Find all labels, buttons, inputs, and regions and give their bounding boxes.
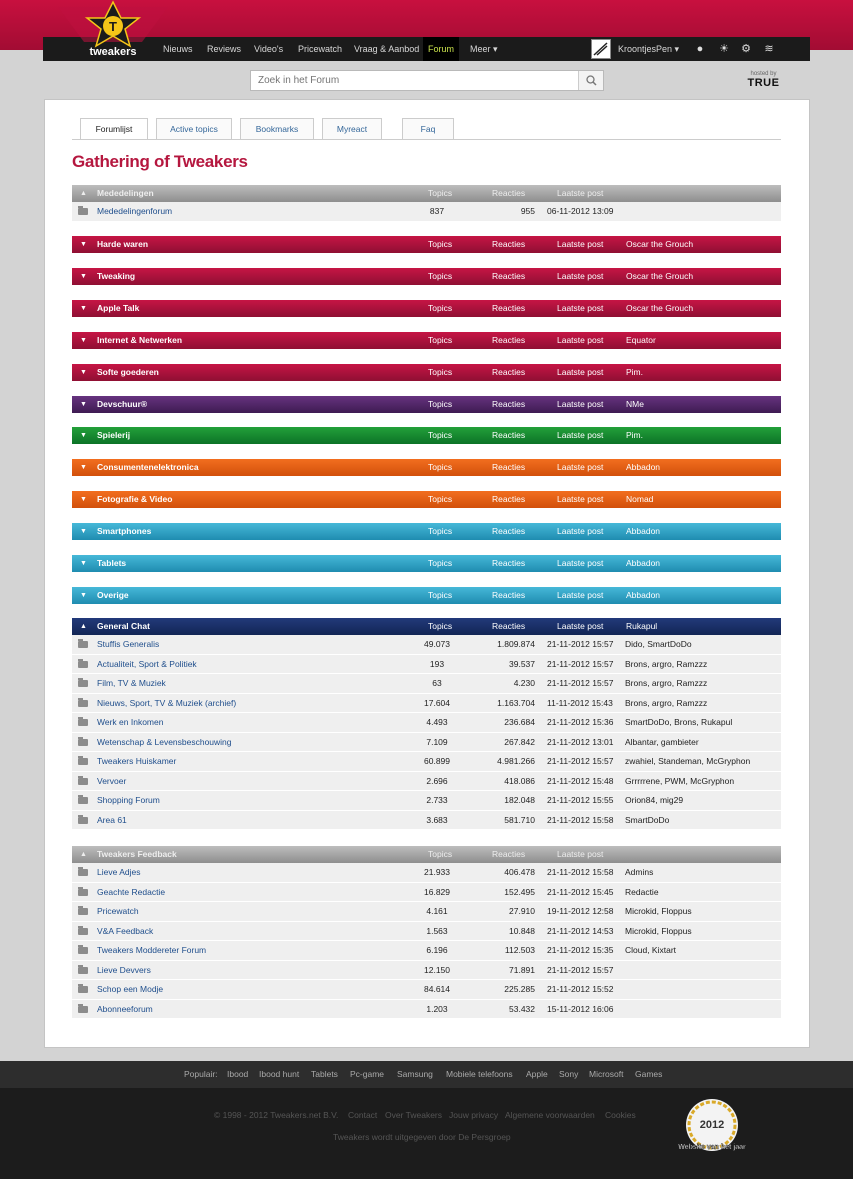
category-header[interactable]	[72, 523, 781, 540]
topics-header: Topics	[428, 335, 453, 345]
collapse-arrow-icon[interactable]: ▼	[80, 592, 87, 599]
brand-text: tweakers	[89, 46, 137, 58]
category-header[interactable]	[72, 587, 781, 604]
search-icon	[579, 71, 604, 90]
forum-row	[72, 202, 781, 222]
last-post-users[interactable]: Microkid, Floppus	[625, 925, 692, 936]
last-post-date[interactable]: 21-11-2012 15:52	[547, 984, 614, 995]
topic-count: 837	[429, 206, 445, 216]
category-header[interactable]	[72, 364, 781, 381]
reacties-header: Reacties	[492, 399, 526, 409]
last-post-date[interactable]: 21-11-2012 15:57	[547, 756, 614, 767]
reactie-count: 39.537	[509, 658, 535, 669]
folder-icon	[78, 661, 88, 668]
forum-link[interactable]: Area 61	[97, 814, 127, 825]
popular-label: Populair:	[184, 1069, 218, 1079]
category-header[interactable]	[72, 618, 781, 635]
category-name[interactable]: General Chat	[97, 621, 150, 631]
forum-row	[72, 811, 781, 831]
reacties-header: Reacties	[492, 335, 526, 345]
category-name[interactable]: Fotografie & Video	[97, 494, 173, 504]
topic-count: 21.933	[424, 867, 450, 877]
collapse-arrow-icon[interactable]: ▲	[80, 623, 87, 630]
last-post-users[interactable]: Cloud, Kixtart	[625, 945, 677, 956]
last-post-users[interactable]: zwahiel, Standeman, McGryphon	[625, 756, 751, 767]
forum-search	[250, 70, 604, 91]
topic-count: 84.614	[424, 984, 450, 995]
topics-header: Topics	[428, 462, 453, 472]
forum-row	[72, 772, 781, 792]
footer-link[interactable]: Jouw privacy	[449, 1110, 499, 1120]
laatste-post-header: Laatste post	[557, 303, 604, 313]
category-header[interactable]	[72, 459, 781, 476]
reactie-count: 53.432	[509, 1003, 535, 1014]
forum-row	[72, 694, 781, 714]
category-name[interactable]: Tweaking	[97, 271, 136, 281]
topics-header: Topics	[428, 303, 453, 313]
forum-link[interactable]: Geachte Redactie	[97, 886, 166, 897]
publisher-line: Tweakers wordt uitgegeven door De Persgroep	[333, 1132, 511, 1142]
laatste-post-header: Laatste post	[557, 430, 604, 440]
category-name[interactable]: Tweakers Feedback	[97, 849, 177, 859]
footer-link[interactable]: Over Tweakers	[385, 1110, 443, 1120]
forum-row	[72, 902, 781, 922]
topic-count: 2.696	[426, 775, 448, 786]
last-post-users[interactable]: Brons, argro, Ramzzz	[625, 658, 708, 669]
reacties-header: Reacties	[492, 367, 526, 377]
collapse-arrow-icon[interactable]: ▼	[80, 401, 87, 408]
forum-link[interactable]: Abonneeforum	[97, 1003, 153, 1014]
topics-header: Topics	[428, 239, 453, 249]
brightness-icon[interactable]: ☀	[719, 43, 729, 55]
reactie-count: 1.809.874	[497, 639, 535, 649]
last-poster[interactable]: Abbadon	[626, 526, 661, 536]
reactie-count: 225.285	[504, 984, 535, 995]
user-menu[interactable]: KroontjesPen ▾	[618, 44, 680, 54]
reactie-count: 4.230	[513, 678, 535, 689]
category-header[interactable]	[72, 185, 781, 202]
forum-link[interactable]: Werk en Inkomen	[97, 717, 164, 728]
user-avatar[interactable]	[591, 39, 611, 59]
reactie-count: 27.910	[509, 906, 535, 917]
forum-row	[72, 713, 781, 733]
category-name[interactable]: Smartphones	[97, 526, 152, 536]
folder-icon	[78, 1006, 88, 1013]
reacties-header: Reacties	[492, 462, 526, 472]
topic-count: 1.203	[426, 1003, 448, 1014]
folder-icon	[78, 700, 88, 707]
collapse-arrow-icon[interactable]: ▲	[80, 190, 87, 197]
forum-link[interactable]: Lieve Adjes	[97, 867, 141, 877]
hosted-by	[746, 71, 781, 89]
nav-item-vraag-aanbod[interactable]: Vraag & Aanbod	[354, 44, 420, 54]
tab-myreact[interactable]: Myreact	[322, 118, 382, 139]
popular-link[interactable]: Games	[635, 1069, 663, 1079]
reactie-count: 581.710	[504, 814, 535, 825]
popular-link[interactable]: Sony	[559, 1069, 579, 1079]
last-post-date[interactable]: 21-11-2012 15:57	[547, 639, 614, 649]
chat-icon[interactable]: ●	[696, 43, 704, 55]
last-post-users[interactable]: Brons, argro, Ramzzz	[625, 697, 708, 708]
topic-count: 7.109	[426, 736, 448, 747]
folder-icon	[78, 986, 88, 993]
true-logo[interactable]: TRUE	[747, 77, 780, 89]
last-post-users[interactable]: SmartDoDo	[625, 814, 670, 825]
forum-row	[72, 674, 781, 694]
folder-icon	[78, 928, 88, 935]
last-post-date[interactable]: 21-11-2012 15:58	[547, 814, 614, 825]
last-post-date[interactable]: 21-11-2012 15:55	[547, 795, 614, 806]
website-van-het-jaar-badge[interactable]	[678, 1097, 746, 1159]
last-post-date[interactable]: 19-11-2012 12:58	[547, 906, 614, 917]
forum-link[interactable]: Actualiteit, Sport & Politiek	[97, 658, 197, 669]
last-poster[interactable]: Oscar the Grouch	[626, 271, 694, 281]
topics-header: Topics	[428, 188, 453, 198]
folder-icon	[78, 208, 88, 215]
forum-row	[72, 733, 781, 753]
topic-count: 4.161	[426, 906, 448, 917]
forum-row	[72, 980, 781, 1000]
last-poster[interactable]: Pim.	[626, 367, 643, 377]
forum-link[interactable]: Wetenschap & Levensbeschouwing	[97, 736, 232, 747]
category-name[interactable]: Spielerij	[97, 430, 131, 440]
reacties-header: Reacties	[492, 494, 526, 504]
last-post-date[interactable]: 21-11-2012 15:36	[547, 717, 614, 728]
folder-icon	[78, 908, 88, 915]
topic-count: 16.829	[424, 886, 450, 897]
reactie-count: 1.163.704	[497, 697, 535, 708]
last-post-users[interactable]: Brons, argro, Ramzzz	[625, 678, 708, 689]
folder-icon	[78, 869, 88, 876]
forum-link[interactable]: Tweakers Moddereter Forum	[97, 945, 207, 956]
forum-row	[72, 655, 781, 675]
folder-icon	[78, 947, 88, 954]
category-header[interactable]	[72, 300, 781, 317]
last-poster[interactable]: Rukapul	[626, 621, 658, 631]
reactie-count: 418.086	[504, 775, 535, 786]
topic-count: 6.196	[426, 945, 448, 956]
topics-header: Topics	[428, 621, 453, 631]
nav-item-nieuws[interactable]: Nieuws	[163, 44, 193, 54]
topics-header: Topics	[428, 430, 453, 440]
svg-text:T: T	[109, 19, 117, 34]
laatste-post-header: Laatste post	[557, 621, 604, 631]
popular-link[interactable]: Tablets	[311, 1069, 338, 1079]
nav-item-reviews[interactable]: Reviews	[207, 44, 242, 54]
category-name[interactable]: Devschuur®	[97, 399, 148, 409]
topic-count: 49.073	[424, 639, 450, 649]
reactie-count: 406.478	[504, 867, 535, 877]
forum-row	[72, 922, 781, 942]
popular-link[interactable]: Ibood	[227, 1069, 249, 1079]
forum-row	[72, 941, 781, 961]
tab-bookmarks[interactable]: Bookmarks	[240, 118, 314, 139]
last-post-date[interactable]: 21-11-2012 15:58	[547, 867, 614, 877]
last-post-date[interactable]: 21-11-2012 15:57	[547, 678, 614, 689]
popular-link[interactable]: Samsung	[397, 1069, 433, 1079]
reactie-count: 152.495	[504, 886, 535, 897]
last-post-date[interactable]: 06-11-2012 13:09	[547, 206, 614, 216]
category-name[interactable]: Overige	[97, 590, 129, 600]
forum-link[interactable]: Schop een Modje	[97, 984, 164, 995]
forum-row	[72, 1000, 781, 1020]
collapse-arrow-icon[interactable]: ▼	[80, 464, 87, 471]
topics-header: Topics	[428, 367, 453, 377]
laatste-post-header: Laatste post	[557, 367, 604, 377]
collapse-arrow-icon[interactable]: ▼	[80, 305, 87, 312]
topics-header: Topics	[428, 849, 453, 859]
reactie-count: 182.048	[504, 795, 535, 806]
forum-row	[72, 883, 781, 903]
topics-header: Topics	[428, 590, 453, 600]
last-post-date[interactable]: 21-11-2012 15:48	[547, 775, 614, 786]
topic-count: 60.899	[424, 756, 450, 767]
laatste-post-header: Laatste post	[557, 239, 604, 249]
reacties-header: Reacties	[492, 303, 526, 313]
footer-link[interactable]: Cookies	[605, 1110, 636, 1120]
last-post-users[interactable]: Redactie	[625, 886, 659, 897]
nav-item-meer[interactable]: Meer ▾	[470, 44, 498, 54]
reactie-count: 955	[520, 206, 535, 216]
topic-count: 17.604	[424, 697, 450, 708]
laatste-post-header: Laatste post	[557, 335, 604, 345]
topic-count: 3.683	[426, 814, 448, 825]
nav-item-forum[interactable]: Forum	[423, 37, 459, 61]
forum-row	[72, 635, 781, 655]
last-post-date[interactable]: 15-11-2012 16:06	[547, 1003, 614, 1014]
folder-icon	[78, 967, 88, 974]
category-name[interactable]: Tablets	[97, 558, 127, 568]
laatste-post-header: Laatste post	[557, 494, 604, 504]
popular-link[interactable]: Mobiele telefoons	[446, 1069, 513, 1079]
forum-link[interactable]: Vervoer	[97, 775, 127, 786]
collapse-arrow-icon[interactable]: ▼	[80, 337, 87, 344]
topics-header: Topics	[428, 399, 453, 409]
last-poster[interactable]: Nomad	[626, 494, 654, 504]
laatste-post-header: Laatste post	[557, 271, 604, 281]
nav-item-video-s[interactable]: Video's	[254, 44, 284, 54]
reactie-count: 71.891	[509, 964, 535, 975]
popular-link[interactable]: Ibood hunt	[259, 1069, 300, 1079]
last-poster[interactable]: Equator	[626, 335, 656, 345]
forum-row	[72, 863, 781, 883]
topics-header: Topics	[428, 526, 453, 536]
collapse-arrow-icon[interactable]: ▲	[80, 851, 87, 858]
last-poster[interactable]: Abbadon	[626, 558, 661, 568]
reacties-header: Reacties	[492, 621, 526, 631]
copyright: © 1998 - 2012 Tweakers.net B.V.	[214, 1110, 339, 1120]
forum-link[interactable]: V&A Feedback	[97, 925, 154, 936]
last-post-users[interactable]: Dido, SmartDoDo	[625, 639, 692, 649]
popular-bar	[0, 1061, 853, 1088]
footer-link[interactable]: Algemene voorwaarden	[505, 1110, 595, 1120]
topic-count: 1.563	[426, 925, 448, 936]
tab-forumlijst[interactable]: Forumlijst	[80, 118, 148, 140]
reacties-header: Reacties	[492, 239, 526, 249]
tweakers-logo[interactable]	[58, 2, 168, 60]
popular-link[interactable]: Pc-game	[350, 1069, 385, 1079]
laatste-post-header: Laatste post	[557, 399, 604, 409]
last-post-date[interactable]: 21-11-2012 15:57	[547, 964, 614, 975]
topics-header: Topics	[428, 271, 453, 281]
folder-icon	[78, 719, 88, 726]
collapse-arrow-icon[interactable]: ▼	[80, 432, 87, 439]
last-post-date[interactable]: 11-11-2012 15:43	[547, 697, 613, 708]
topics-header: Topics	[428, 494, 453, 504]
category-header[interactable]	[72, 236, 781, 253]
folder-icon	[78, 739, 88, 746]
collapse-arrow-icon[interactable]: ▼	[80, 528, 87, 535]
reacties-header: Reacties	[492, 188, 526, 198]
folder-icon	[78, 778, 88, 785]
last-post-date[interactable]: 21-11-2012 15:45	[547, 886, 614, 897]
laatste-post-header: Laatste post	[557, 849, 604, 859]
last-post-users[interactable]: SmartDoDo, Brons, Rukapul	[625, 717, 733, 728]
last-post-users[interactable]: Admins	[625, 867, 654, 877]
category-header[interactable]	[72, 555, 781, 572]
forum-link[interactable]: Pricewatch	[97, 906, 139, 917]
last-post-date[interactable]: 21-11-2012 13:01	[547, 736, 614, 747]
laatste-post-header: Laatste post	[557, 462, 604, 472]
category-header[interactable]	[72, 846, 781, 863]
forum-link[interactable]: Nieuws, Sport, TV & Muziek (archief)	[97, 697, 237, 708]
topic-count: 63	[432, 678, 442, 689]
reactie-count: 10.848	[509, 925, 535, 936]
folder-icon	[78, 758, 88, 765]
page-title: Gathering of Tweakers	[72, 152, 248, 171]
reacties-header: Reacties	[492, 558, 526, 568]
nav-item-pricewatch[interactable]: Pricewatch	[298, 44, 343, 54]
reacties-header: Reacties	[492, 430, 526, 440]
collapse-arrow-icon[interactable]: ▼	[80, 273, 87, 280]
last-post-date[interactable]: 21-11-2012 14:53	[547, 925, 614, 936]
search-input[interactable]	[251, 71, 579, 90]
reacties-header: Reacties	[492, 271, 526, 281]
topic-count: 2.733	[426, 795, 448, 806]
last-post-users[interactable]: Microkid, Floppus	[625, 906, 692, 917]
topic-count: 4.493	[426, 717, 448, 728]
folder-icon	[78, 817, 88, 824]
last-poster[interactable]: NMe	[626, 399, 644, 409]
reacties-header: Reacties	[492, 590, 526, 600]
folder-icon	[78, 889, 88, 896]
category-header[interactable]	[72, 427, 781, 444]
last-poster[interactable]: Oscar the Grouch	[626, 303, 694, 313]
popular-link[interactable]: Apple	[526, 1069, 548, 1079]
laatste-post-header: Laatste post	[557, 188, 604, 198]
collapse-arrow-icon[interactable]: ▼	[80, 241, 87, 248]
forum-link[interactable]: Shopping Forum	[97, 795, 160, 806]
forum-link[interactable]: Mededelingenforum	[97, 206, 173, 216]
folder-icon	[78, 680, 88, 687]
popular-link[interactable]: Microsoft	[589, 1069, 624, 1079]
collapse-arrow-icon[interactable]: ▼	[80, 369, 87, 376]
badge-text: Website van het jaar	[678, 1144, 746, 1151]
last-poster[interactable]: Abbadon	[626, 590, 661, 600]
category-header[interactable]	[72, 332, 781, 349]
laatste-post-header: Laatste post	[557, 526, 604, 536]
forum-row	[72, 961, 781, 981]
rss-icon[interactable]: ≋	[764, 43, 774, 55]
forum-link[interactable]: Film, TV & Muziek	[97, 678, 166, 689]
category-name[interactable]: Softe goederen	[97, 367, 159, 377]
category-name[interactable]: Apple Talk	[97, 303, 140, 313]
reactie-count: 112.503	[504, 945, 535, 956]
last-post-users[interactable]: Grrrrrene, PWM, McGryphon	[625, 775, 735, 786]
category-name[interactable]: Consumentenelektronica	[97, 462, 199, 472]
tab-active-topics[interactable]: Active topics	[156, 118, 232, 139]
collapse-arrow-icon[interactable]: ▼	[80, 496, 87, 503]
search-button[interactable]	[578, 71, 603, 90]
folder-icon	[78, 641, 88, 648]
forum-link[interactable]: Stuffis Generalis	[97, 639, 160, 649]
tab-divider	[72, 139, 781, 140]
settings-gear-icon[interactable]: ⚙	[741, 43, 751, 55]
forum-link[interactable]: Lieve Devvers	[97, 964, 151, 975]
last-post-date[interactable]: 21-11-2012 15:57	[547, 658, 614, 669]
topics-header: Topics	[428, 558, 453, 568]
tab-faq[interactable]: Faq	[402, 118, 454, 139]
reacties-header: Reacties	[492, 526, 526, 536]
category-header[interactable]	[72, 491, 781, 508]
category-name[interactable]: Internet & Netwerken	[97, 335, 183, 345]
reactie-count: 267.842	[504, 736, 535, 747]
category-header[interactable]	[72, 396, 781, 413]
forum-link[interactable]: Tweakers Huiskamer	[97, 756, 177, 767]
category-header[interactable]	[72, 268, 781, 285]
footer-link[interactable]: Contact	[348, 1110, 378, 1120]
hosted-label: hosted by	[750, 71, 777, 77]
forum-row	[72, 791, 781, 811]
last-poster[interactable]: Oscar the Grouch	[626, 239, 694, 249]
laatste-post-header: Laatste post	[557, 558, 604, 568]
last-post-users[interactable]: Albantar, gambieter	[625, 736, 699, 747]
topic-count: 12.150	[424, 964, 450, 975]
topic-count: 193	[429, 658, 445, 669]
last-post-users[interactable]: Orion84, mig29	[625, 795, 684, 806]
reacties-header: Reacties	[492, 849, 526, 859]
last-post-date[interactable]: 21-11-2012 15:35	[547, 945, 614, 956]
forum-row	[72, 752, 781, 772]
reactie-count: 4.981.266	[497, 756, 535, 767]
laatste-post-header: Laatste post	[557, 590, 604, 600]
category-name[interactable]: Harde waren	[97, 239, 149, 249]
last-poster[interactable]: Abbadon	[626, 462, 661, 472]
folder-icon	[78, 797, 88, 804]
collapse-arrow-icon[interactable]: ▼	[80, 560, 87, 567]
reactie-count: 236.684	[504, 717, 535, 728]
category-name[interactable]: Mededelingen	[97, 188, 154, 198]
badge-year: 2012	[699, 1119, 725, 1131]
last-poster[interactable]: Pim.	[626, 430, 643, 440]
